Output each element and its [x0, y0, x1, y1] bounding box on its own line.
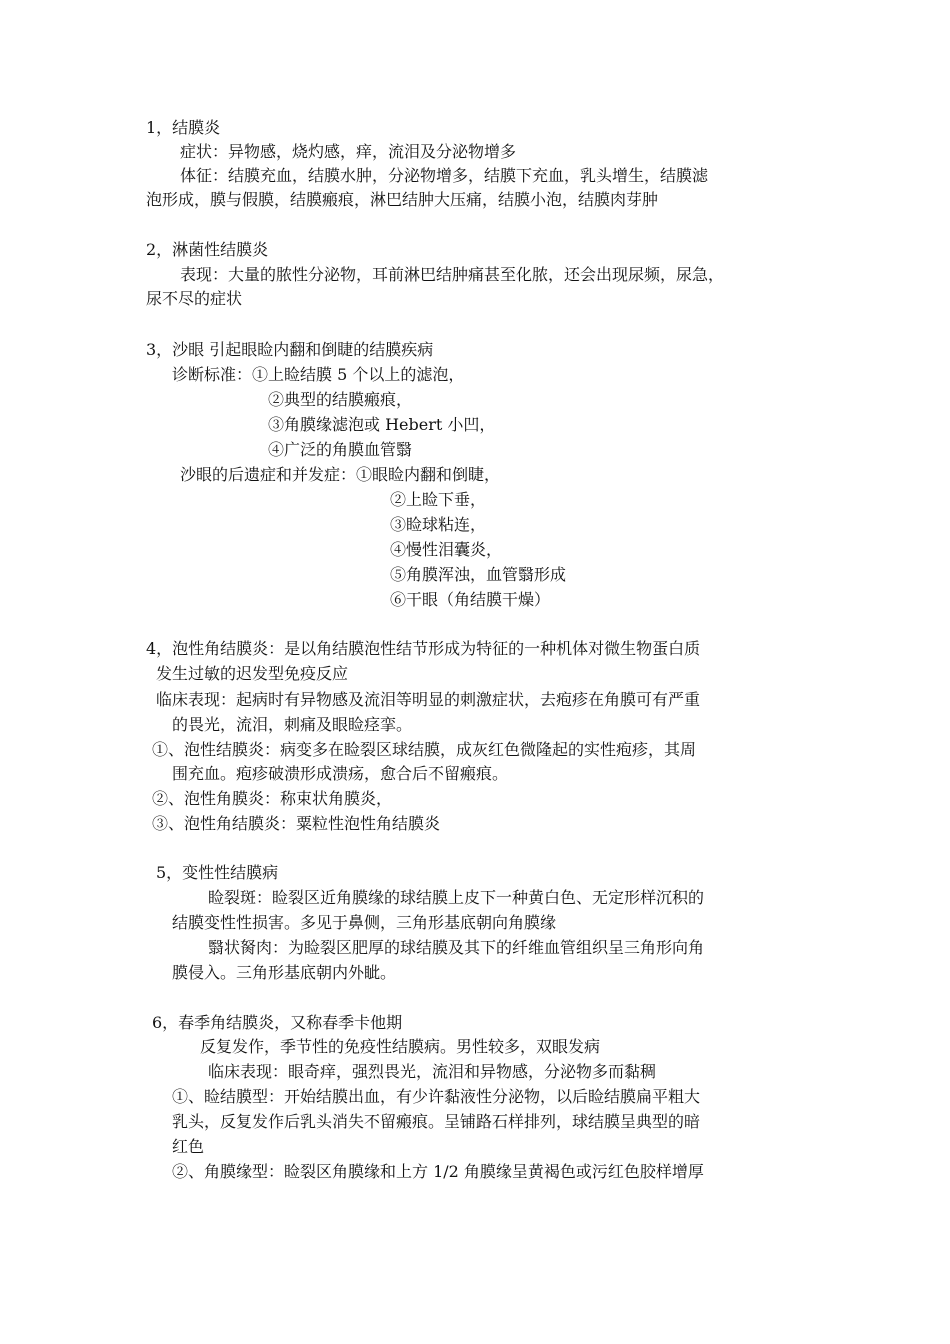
text-line: 结膜变性性损害。多见于鼻侧，三角形基底朝向角膜缘 — [172, 913, 557, 932]
text-line: 沙眼的后遗症和并发症：①眼睑内翻和倒睫， — [180, 465, 501, 484]
text-line: 泡形成，膜与假膜，结膜瘢痕，淋巴结肿大压痛，结膜小泡，结膜肉芽肿 — [146, 190, 659, 209]
text-line: 反复发作，季节性的免疫性结膜病。男性较多，双眼发病 — [200, 1037, 601, 1056]
section-3-heading: 3，沙眼 引起眼睑内翻和倒睫的结膜疾病 — [146, 340, 434, 359]
text-line: ③角膜缘滤泡或 Hebert 小凹， — [268, 415, 496, 434]
text-line: ⑥干眼（角结膜干燥） — [390, 590, 551, 609]
section-5-heading: 5，变性性结膜病 — [156, 863, 279, 882]
text-line: 表现：大量的脓性分泌物，耳前淋巴结肿痛甚至化脓，还会出现尿频，尿急， — [180, 265, 725, 284]
text-line: 症状：异物感，烧灼感，痒，流泪及分泌物增多 — [180, 142, 517, 161]
text-line: 乳头，反复发作后乳头消失不留瘢痕。呈铺路石样排列，球结膜呈典型的暗 — [172, 1112, 701, 1131]
text-line: 尿不尽的症状 — [146, 289, 243, 308]
section-2-heading: 2，淋菌性结膜炎 — [146, 240, 269, 259]
text-line: 体征：结膜充血，结膜水肿，分泌物增多，结膜下充血，乳头增生，结膜滤 — [180, 166, 709, 185]
text-line: 膜侵入。三角形基底朝内外眦。 — [172, 963, 397, 982]
text-line: 红色 — [172, 1137, 205, 1156]
section-4-heading: 4，泡性角结膜炎：是以角结膜泡性结节形成为特征的一种机体对微生物蛋白质 — [146, 639, 701, 658]
text-line: ④广泛的角膜血管翳 — [268, 440, 413, 459]
section-6-heading: 6，春季角结膜炎，又称春季卡他期 — [152, 1013, 403, 1032]
text-line: ②上睑下垂， — [390, 490, 487, 509]
text-line: ③、泡性角结膜炎：粟粒性泡性角结膜炎 — [152, 814, 441, 833]
text-line: 围充血。疱疹破溃形成溃疡，愈合后不留瘢痕。 — [172, 764, 509, 783]
text-line: 临床表现：眼奇痒，强烈畏光，流泪和异物感，分泌物多而黏稠 — [208, 1062, 657, 1081]
text-line: 发生过敏的迟发型免疫反应 — [156, 664, 349, 683]
text-line: 临床表现：起病时有异物感及流泪等明显的刺激症状，去疱疹在角膜可有严重 — [156, 690, 701, 709]
text-line: 睑裂斑：睑裂区近角膜缘的球结膜上皮下一种黄白色、无定形样沉积的 — [208, 888, 705, 907]
text-line: ①、睑结膜型：开始结膜出血，有少许黏液性分泌物，以后睑结膜扁平粗大 — [172, 1087, 701, 1106]
text-line: ②、泡性角膜炎：称束状角膜炎， — [152, 789, 393, 808]
text-line: ④慢性泪囊炎， — [390, 540, 503, 559]
text-line: ②典型的结膜瘢痕， — [268, 390, 413, 409]
text-line: ③睑球粘连， — [390, 515, 487, 534]
text-line: ②、角膜缘型：睑裂区角膜缘和上方 1/2 角膜缘呈黄褐色或污红色胶样增厚 — [172, 1162, 704, 1181]
text-line: 翳状胬肉：为睑裂区肥厚的球结膜及其下的纤维血管组织呈三角形向角 — [208, 938, 705, 957]
text-line: 诊断标准：①上睑结膜 5 个以上的滤泡， — [172, 365, 465, 384]
text-line: 的畏光，流泪，刺痛及眼睑痉挛。 — [172, 715, 413, 734]
text-line: ①、泡性结膜炎：病变多在睑裂区球结膜，成灰红色微隆起的实性疱疹，其周 — [152, 740, 697, 759]
text-line: ⑤角膜浑浊，血管翳形成 — [390, 565, 567, 584]
section-1-heading: 1，结膜炎 — [146, 118, 221, 137]
